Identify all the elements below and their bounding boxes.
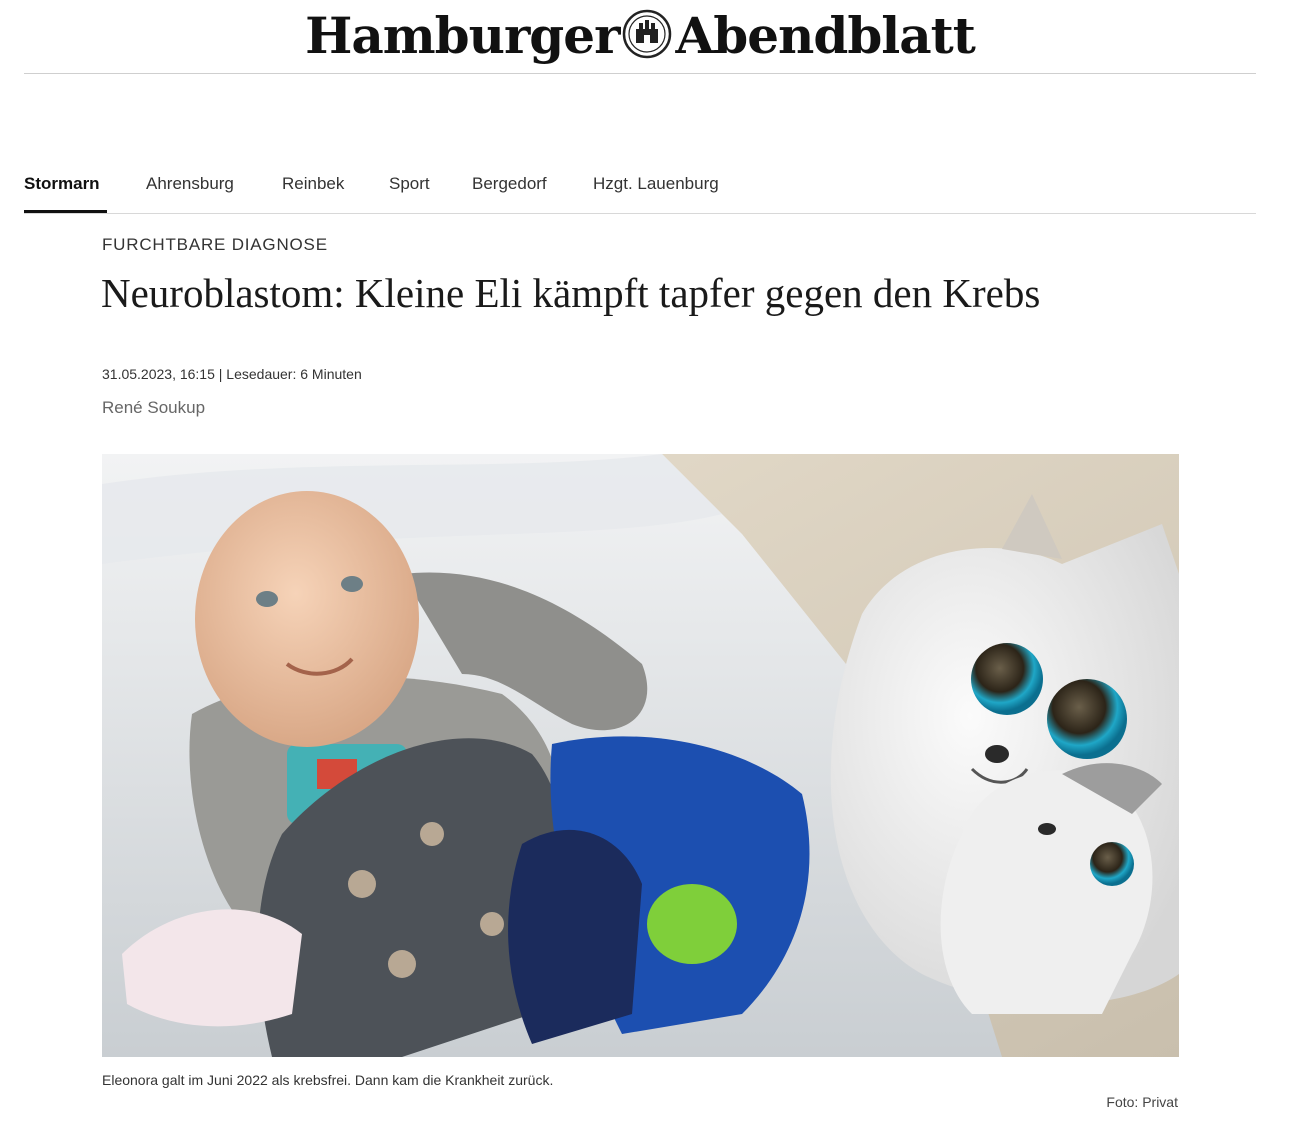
image-credit: Foto: Privat <box>1106 1094 1178 1110</box>
masthead <box>24 0 1256 74</box>
article-kicker: FURCHTBARE DIAGNOSE <box>102 235 328 254</box>
logo-text-right: Abendblatt <box>675 6 975 65</box>
nav-item-sport[interactable]: Sport <box>389 174 430 193</box>
city-seal-icon <box>622 9 672 59</box>
photo-illustration <box>102 454 1179 1057</box>
active-tab-indicator <box>24 210 107 213</box>
image-caption: Eleonora galt im Juni 2022 als krebsfrei. Dann kam die Krankheit zurück. <box>102 1072 554 1088</box>
logo-text-left: Hamburger <box>305 6 620 65</box>
section-nav <box>24 158 1256 214</box>
nav-item-bergedorf[interactable]: Bergedorf <box>472 174 547 193</box>
article-hero-image[interactable] <box>102 454 1179 1057</box>
nav-item-hzgt-lauenburg[interactable]: Hzgt. Lauenburg <box>593 174 719 193</box>
nav-item-reinbek[interactable]: Reinbek <box>282 174 345 193</box>
article-meta: 31.05.2023, 16:15 | Lesedauer: 6 Minuten <box>102 366 362 382</box>
site-logo[interactable] <box>24 4 1256 68</box>
article-headline: Neuroblastom: Kleine Eli kämpft tapfer gegen den Krebs <box>101 270 1041 316</box>
nav-item-stormarn[interactable]: Stormarn <box>24 174 100 193</box>
article-author[interactable]: René Soukup <box>102 398 206 417</box>
nav-item-ahrensburg[interactable]: Ahrensburg <box>146 174 234 193</box>
